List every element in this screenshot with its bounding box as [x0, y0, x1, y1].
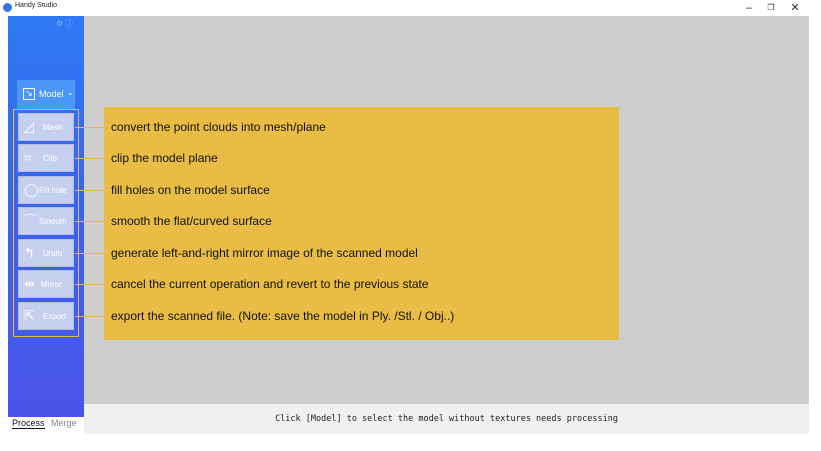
callout-connector [75, 158, 104, 159]
close-button[interactable]: ✕ [790, 2, 800, 14]
tool-descriptions-callout [104, 107, 619, 340]
undo-button[interactable] [18, 239, 74, 267]
window-title: Handy Studio [15, 2, 58, 9]
smooth-description: smooth the flat/curved surface [111, 214, 272, 228]
smooth-curve-icon: ⌒ [24, 213, 38, 228]
restore-button[interactable]: ❐ [767, 3, 775, 12]
tab-merge[interactable]: Merge [51, 418, 77, 428]
smooth-label: Smooth [39, 217, 67, 226]
callout-connector [75, 284, 104, 285]
chevron-down-icon: ⌄ [67, 88, 74, 97]
undo-description: cancel the current operation and revert to the previous state [111, 277, 429, 291]
mesh-label: Mesh [43, 123, 63, 132]
window-border-bottom [0, 434, 821, 451]
callout-connector [75, 253, 104, 254]
mirror-icon: ⇹ [24, 276, 35, 291]
tool-sidebar [8, 16, 84, 417]
tab-process[interactable]: Process [12, 418, 45, 428]
callout-connector [75, 221, 104, 222]
smooth-button[interactable] [18, 207, 74, 235]
app-logo-icon [3, 3, 12, 12]
model-button-label: Model [39, 89, 64, 99]
model-button[interactable] [17, 80, 75, 110]
export-icon: ⇱ [24, 308, 35, 323]
sidebar-tabs [8, 417, 84, 434]
status-bar [84, 404, 809, 434]
fill-hole-button[interactable] [18, 176, 74, 204]
mesh-icon: ◿ [24, 119, 34, 134]
import-arrow-icon: ↘ [23, 88, 35, 100]
model-tools-group [13, 109, 79, 337]
minimize-button[interactable]: – [745, 2, 753, 14]
fill-hole-description: fill holes on the model surface [111, 183, 270, 197]
callout-connector [75, 190, 104, 191]
export-description: export the scanned file. (Note: save the model in Ply. /Stl. / Obj..) [111, 309, 455, 323]
window-border-right [809, 16, 821, 434]
callout-connector [75, 127, 104, 128]
sidebar-settings-icon[interactable]: ⚙ ⓘ [56, 19, 74, 28]
mesh-description: convert the point clouds into mesh/plane [111, 120, 326, 134]
clip-label: Clip [43, 154, 57, 163]
clip-description: clip the model plane [111, 151, 218, 165]
title-bar [0, 0, 821, 16]
mirror-label: Mirror [41, 280, 62, 289]
export-label: Export [43, 312, 67, 321]
mirror-button[interactable] [18, 270, 74, 298]
crop-icon: ⌗ [24, 150, 32, 165]
export-button[interactable] [18, 302, 74, 330]
undo-arrow-icon: ↰ [24, 245, 35, 260]
undo-label: Undo [43, 249, 63, 258]
status-message: Click [Model] to select the model without textures needs processing [275, 414, 618, 424]
mirror-description: generate left-and-right mirror image of the scanned model [111, 246, 418, 260]
fill-hole-icon: ◯ [24, 182, 39, 197]
callout-connector [75, 316, 104, 317]
mesh-button[interactable] [18, 113, 74, 141]
fill-hole-label: Fill hole [39, 186, 67, 195]
clip-button[interactable] [18, 144, 74, 172]
